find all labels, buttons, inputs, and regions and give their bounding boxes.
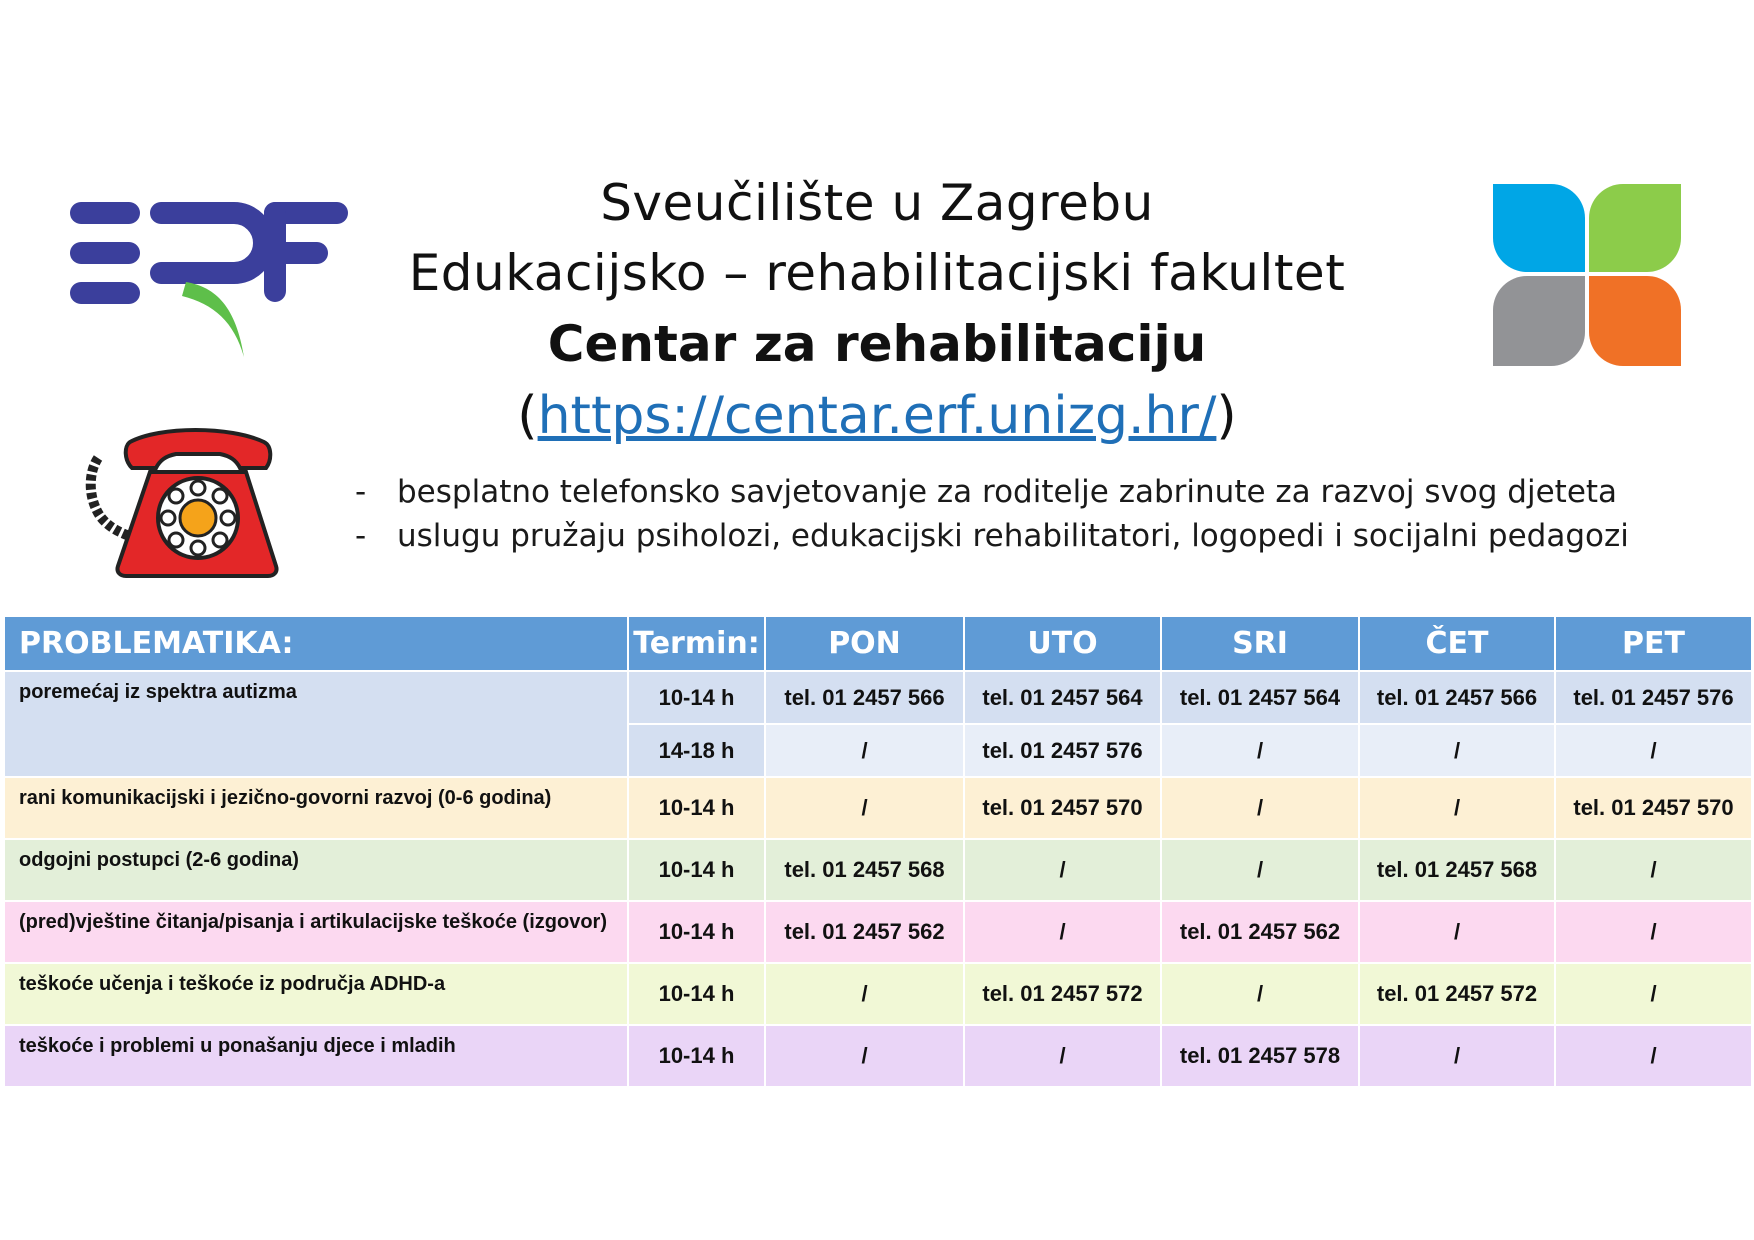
phone-cell: /	[765, 1025, 964, 1087]
phone-cell: /	[1161, 839, 1359, 901]
phone-cell: /	[1161, 777, 1359, 839]
phone-cell: tel. 01 2457 570	[1555, 777, 1752, 839]
header-fri: PET	[1555, 616, 1752, 671]
phone-cell: tel. 01 2457 572	[1359, 963, 1555, 1025]
phone-cell: tel. 01 2457 568	[765, 839, 964, 901]
phone-cell: /	[1161, 963, 1359, 1025]
table-row	[4, 1025, 1752, 1087]
paren-close: )	[1216, 386, 1237, 446]
table-row	[4, 839, 1752, 901]
phone-cell: /	[1555, 963, 1752, 1025]
header-tue: UTO	[964, 616, 1161, 671]
phone-cell: /	[964, 901, 1161, 963]
phone-cell: tel. 01 2457 572	[964, 963, 1161, 1025]
phone-cell: tel. 01 2457 570	[964, 777, 1161, 839]
term-cell: 10-14 h	[628, 1025, 765, 1087]
phone-cell: /	[1359, 901, 1555, 963]
phone-cell: tel. 01 2457 578	[1161, 1025, 1359, 1087]
bullet-dash: -	[355, 474, 367, 510]
problem-cell: poremećaj iz spektra autizma	[4, 671, 628, 777]
paren-open: (	[517, 386, 538, 446]
phone-cell: /	[1359, 777, 1555, 839]
phone-cell: /	[765, 777, 964, 839]
bullet-text: besplatno telefonsko savjetovanje za roditelje zabrinute za razvoj svog djeteta	[397, 474, 1618, 510]
phone-cell: tel. 01 2457 568	[1359, 839, 1555, 901]
phone-cell: tel. 01 2457 566	[765, 671, 964, 724]
bullet-dash: -	[355, 518, 367, 554]
phone-cell: tel. 01 2457 576	[1555, 671, 1752, 724]
table-row	[4, 671, 1752, 724]
term-cell: 10-14 h	[628, 839, 765, 901]
phone-cell: /	[765, 724, 964, 777]
phone-cell: /	[1555, 839, 1752, 901]
table-header-row	[4, 616, 1752, 671]
phone-cell: tel. 01 2457 566	[1359, 671, 1555, 724]
problem-cell: odgojni postupci (2-6 godina)	[4, 839, 628, 901]
problem-cell: teškoće učenja i teškoće iz područja ADHD-a	[4, 963, 628, 1025]
phone-cell: /	[1555, 901, 1752, 963]
telephone-icon	[80, 428, 290, 578]
header-problem: PROBLEMATIKA:	[4, 616, 628, 671]
phone-cell: tel. 01 2457 562	[1161, 901, 1359, 963]
header-thu: ČET	[1359, 616, 1555, 671]
phone-cell: /	[1359, 1025, 1555, 1087]
problem-cell: (pred)vještine čitanja/pisanja i artikulacijske teškoće (izgovor)	[4, 901, 628, 963]
schedule-table	[3, 615, 1753, 1088]
phone-cell: /	[1555, 724, 1752, 777]
header-wed: SRI	[1161, 616, 1359, 671]
problem-cell: teškoće i problemi u ponašanju djece i mladih	[4, 1025, 628, 1087]
phone-cell: /	[765, 963, 964, 1025]
faculty-name: Edukacijsko – rehabilitacijski fakultet	[408, 244, 1346, 302]
phone-cell: tel. 01 2457 562	[765, 901, 964, 963]
phone-cell: /	[1359, 724, 1555, 777]
table-row	[4, 901, 1752, 963]
phone-cell: /	[1555, 1025, 1752, 1087]
bullet-item	[355, 514, 1735, 558]
header-mon: PON	[765, 616, 964, 671]
table-row	[4, 777, 1752, 839]
phone-cell: tel. 01 2457 564	[964, 671, 1161, 724]
bullet-text: uslugu pružaju psiholozi, edukacijski rehabilitatori, logopedi i socijalni pedagozi	[397, 518, 1629, 554]
term-cell: 10-14 h	[628, 901, 765, 963]
phone-cell: /	[1161, 724, 1359, 777]
term-cell: 14-18 h	[628, 724, 765, 777]
university-name: Sveučilište u Zagrebu	[600, 174, 1154, 232]
term-cell: 10-14 h	[628, 963, 765, 1025]
info-bullets	[355, 470, 1735, 558]
header-term: Termin:	[628, 616, 765, 671]
phone-cell: tel. 01 2457 564	[1161, 671, 1359, 724]
problem-cell: rani komunikacijski i jezično-govorni razvoj (0-6 godina)	[4, 777, 628, 839]
header	[0, 168, 1754, 452]
phone-cell: tel. 01 2457 576	[964, 724, 1161, 777]
center-name: Centar za rehabilitaciju	[547, 315, 1207, 373]
bullet-item	[355, 470, 1735, 514]
phone-cell: /	[964, 839, 1161, 901]
website-link[interactable]: https://centar.erf.unizg.hr/	[537, 386, 1217, 446]
phone-cell: /	[964, 1025, 1161, 1087]
center-flower-logo	[1493, 184, 1681, 366]
term-cell: 10-14 h	[628, 777, 765, 839]
term-cell: 10-14 h	[628, 671, 765, 724]
table-row	[4, 963, 1752, 1025]
